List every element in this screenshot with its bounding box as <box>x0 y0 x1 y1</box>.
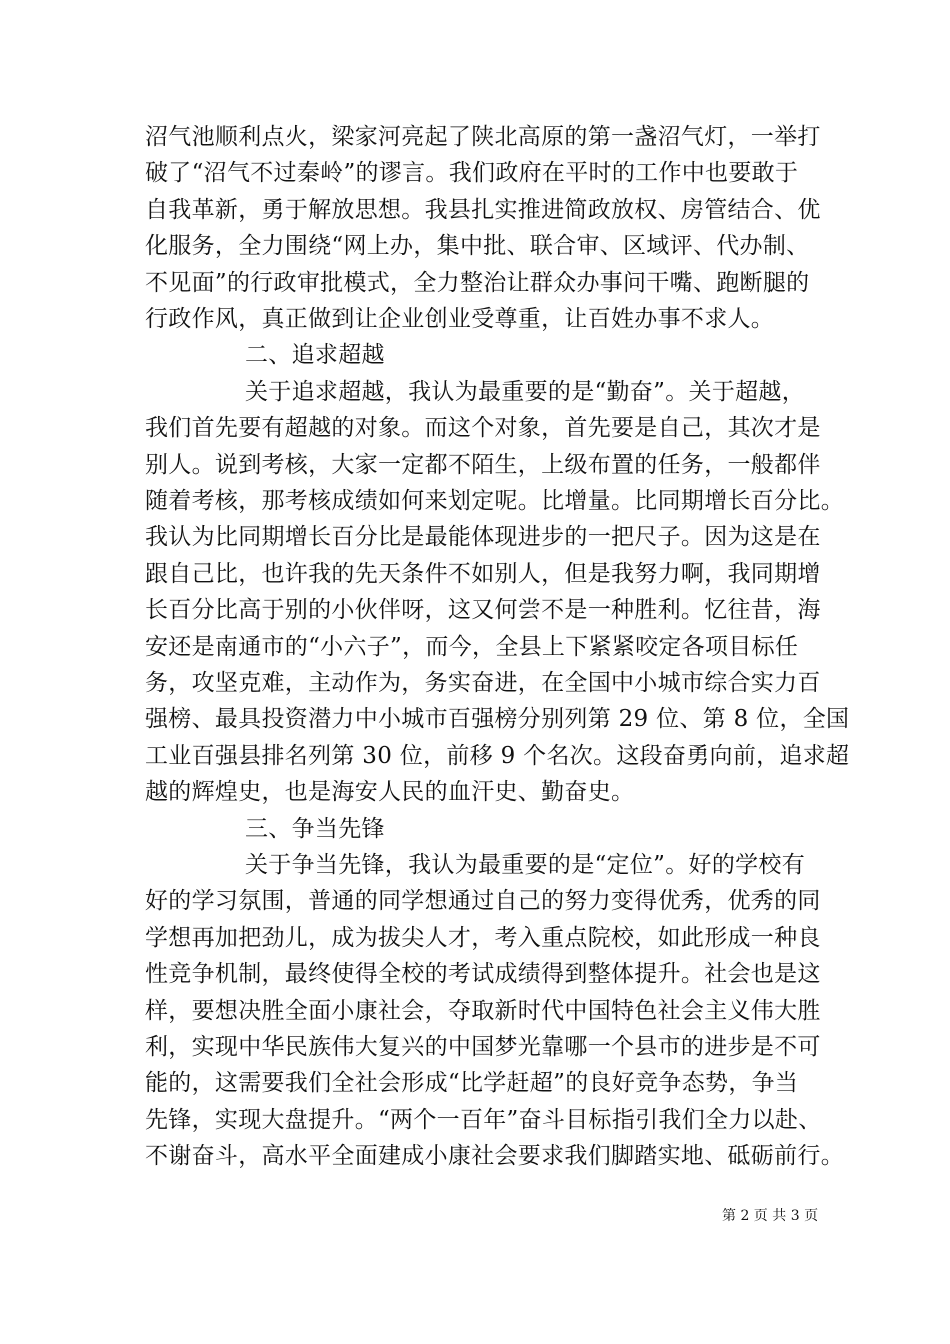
body-text-line: 务，攻坚克难，主动作为，务实奋进，在全国中小城市综合实力百 <box>145 670 821 696</box>
section-heading-pursue-excellence: 二、追求超越 <box>245 342 385 369</box>
body-text-line: 性竞争机制，最终使得全校的考试成绩得到整体提升。社会也是这 <box>145 961 821 988</box>
body-text-line: 行政作风，真正做到让企业创业受尊重，让百姓办事不求人。 <box>145 306 775 332</box>
body-text-line: 关于追求超越，我认为最重要的是“勤奋”。关于超越， <box>245 378 806 405</box>
page-number-footer: 第 2 页 共 3 页 <box>722 1208 819 1224</box>
body-text-line: 化服务，全力围绕“网上办，集中批、联合审、区域评、代办制、 <box>145 233 810 260</box>
body-text-line: 我认为比同期增长百分比是最能体现进步的一把尺子。因为这是在 <box>145 524 821 551</box>
body-text-line: 跟自己比，也许我的先天条件不如别人，但是我努力啊，我同期增 <box>145 560 821 587</box>
body-text-line: 不见面”的行政审批模式，全力整治让群众办事问干嘴、跑断腿的 <box>145 269 810 296</box>
body-text-line: 别人。说到考核，大家一定都不陌生，上级布置的任务，一般都伴 <box>145 451 821 478</box>
body-text-line: 强榜、最具投资潜力中小城市百强榜分别列第 29 位、第 8 位，全国 <box>145 706 850 733</box>
body-text-line: 随着考核，那考核成绩如何来划定呢。比增量。比同期增长百分比。 <box>145 488 844 514</box>
body-text-line: 自我革新，勇于解放思想。我县扎实推进简政放权、房管结合、优 <box>145 196 821 223</box>
body-text-line: 工业百强县排名列第 30 位，前移 9 个名次。这段奋勇向前，追求超 <box>145 742 850 769</box>
body-text-line: 沼气池顺利点火，梁家河亮起了陕北高原的第一盏沼气灯，一举打 <box>145 124 821 150</box>
body-text-line: 长百分比高于别的小伙伴呀，这又何尝不是一种胜利。忆往昔，海 <box>145 597 821 624</box>
body-text-line: 我们首先要有超越的对象。而这个对象，首先要是自己，其次才是 <box>145 415 821 442</box>
body-text-line: 利，实现中华民族伟大复兴的中国梦光靠哪一个县市的进步是不可 <box>145 1034 821 1060</box>
body-text-line: 关于争当先锋，我认为最重要的是“定位”。好的学校有 <box>245 852 806 878</box>
body-text-line: 安还是南通市的“小六子”，而今，全县上下紧紧咬定各项目标任 <box>145 633 799 660</box>
body-text-line: 能的，这需要我们全社会形成“比学赶超”的良好竞争态势，争当 <box>145 1070 799 1097</box>
body-text-line: 先锋，实现大盘提升。“两个一百年”奋斗目标指引我们全力以赴、 <box>145 1106 822 1133</box>
body-text-line: 好的学习氛围，普通的同学想通过自己的努力变得优秀，优秀的同 <box>145 888 821 915</box>
body-text-line: 样，要想决胜全面小康社会，夺取新时代中国特色社会主义伟大胜 <box>145 997 821 1024</box>
body-text-line: 不谢奋斗，高水平全面建成小康社会要求我们脚踏实地、砥砺前行。 <box>145 1143 844 1170</box>
section-heading-be-pioneer: 三、争当先锋 <box>245 815 385 842</box>
body-text-line: 破了“沼气不过秦岭”的谬言。我们政府在平时的工作中也要敢于 <box>145 160 799 187</box>
body-text-line: 学想再加把劲儿，成为拔尖人才，考入重点院校，如此形成一种良 <box>145 924 821 951</box>
body-text-line: 越的辉煌史，也是海安人民的血汗史、勤奋史。 <box>145 779 635 806</box>
